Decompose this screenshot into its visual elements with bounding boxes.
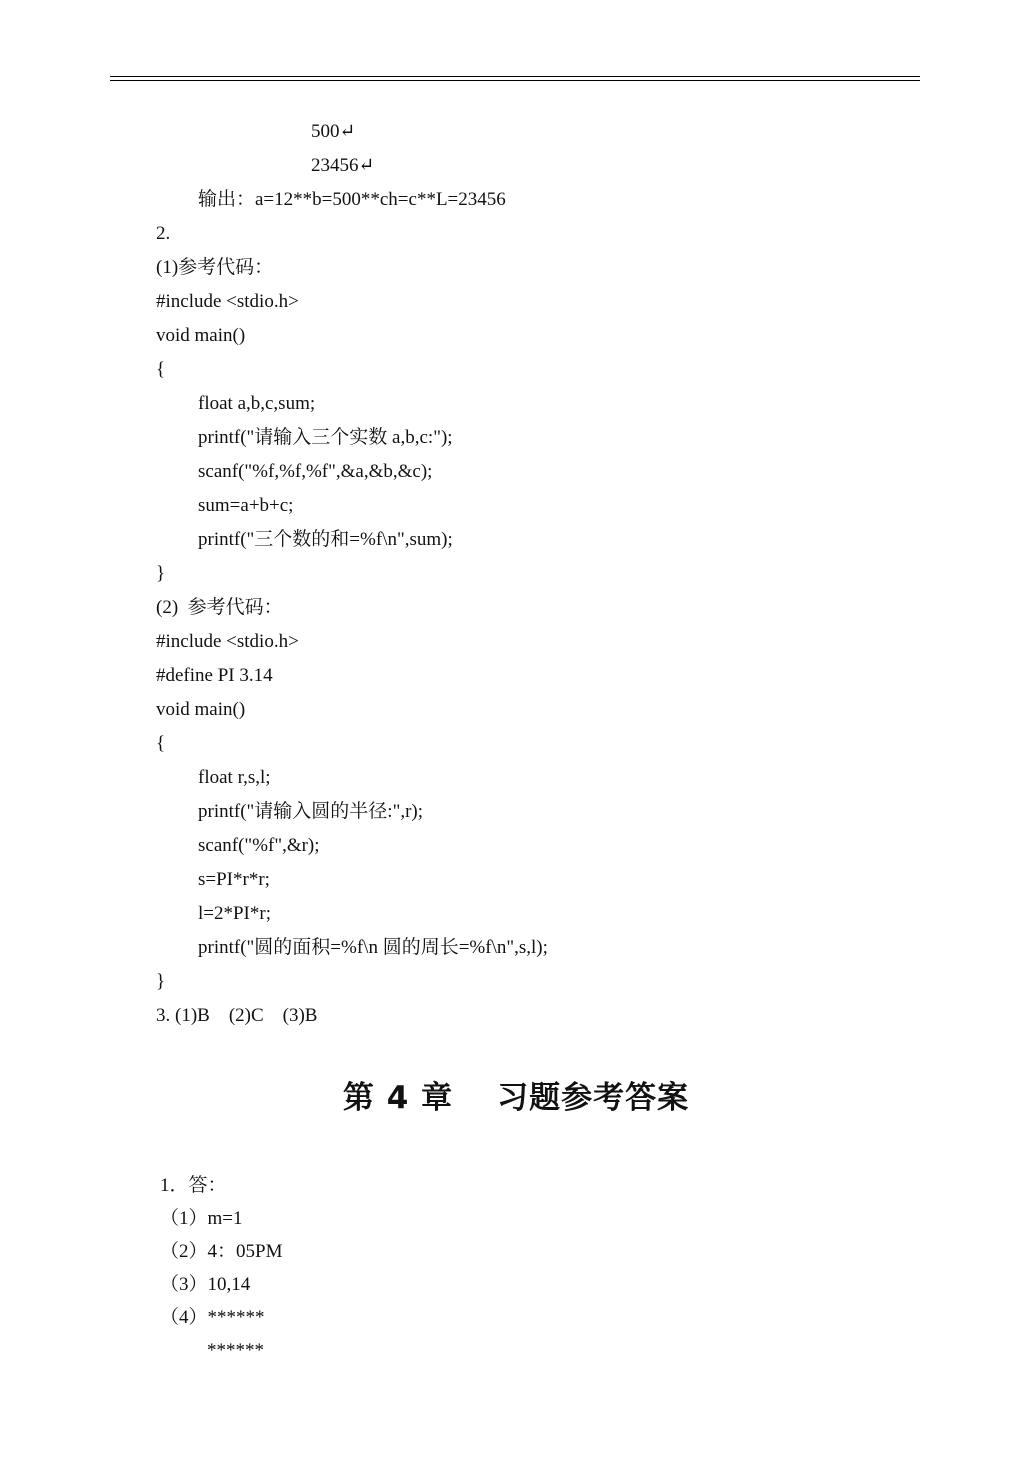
code-line: float a,b,c,sum; (198, 393, 316, 414)
chapter-heading: 习题参考答案 (497, 1080, 690, 1116)
code-line: void main() (156, 325, 246, 346)
code-1-heading: (1)参考代码： (156, 257, 274, 278)
input-line-500: 500↵ (311, 121, 356, 142)
chapter-title (0, 1076, 1032, 1120)
output-line: 输出：a=12**b=500**ch=c**L=23456 (198, 189, 506, 210)
answer-heading: 1．答： (160, 1175, 227, 1196)
code-line: s=PI*r*r; (198, 869, 270, 890)
code-line: scanf("%f,%f,%f",&a,&b,&c); (198, 461, 433, 482)
code-line: #include <stdio.h> (156, 291, 299, 312)
header-rule-bottom (110, 80, 920, 81)
code-line: { (156, 733, 166, 754)
code-line: printf("请输入圆的半径:",r); (198, 801, 424, 822)
item-3-answers: 3. (1)B (2)C (3)B (156, 1005, 318, 1026)
item-2-label: 2. (156, 223, 171, 244)
input-line-23456: 23456↵ (311, 155, 375, 176)
code-line: float r,s,l; (198, 767, 271, 788)
code-2-heading: (2) 参考代码： (156, 597, 283, 618)
answer-line: （3）10,14 (160, 1274, 251, 1295)
code-line: sum=a+b+c; (198, 495, 294, 516)
code-line: } (156, 971, 166, 992)
code-line: scanf("%f",&r); (198, 835, 320, 856)
code-line: { (156, 359, 166, 380)
answer-line: （1）m=1 (160, 1208, 243, 1229)
code-line: #include <stdio.h> (156, 631, 299, 652)
code-line: } (156, 563, 166, 584)
code-line: printf("圆的面积=%f\n 圆的周长=%f\n",s,l); (198, 937, 548, 958)
answer-line: ****** (207, 1340, 264, 1361)
answer-line: （4）****** (160, 1307, 265, 1328)
code-line: printf("三个数的和=%f\n",sum); (198, 529, 453, 550)
chapter-number: 第 4 章 (342, 1080, 454, 1116)
code-line: l=2*PI*r; (198, 903, 271, 924)
code-line: void main() (156, 699, 246, 720)
code-line: printf("请输入三个实数 a,b,c:"); (198, 427, 453, 448)
answer-line: （2）4：05PM (160, 1241, 283, 1262)
header-rule-top (110, 76, 920, 77)
code-line: #define PI 3.14 (156, 665, 273, 686)
